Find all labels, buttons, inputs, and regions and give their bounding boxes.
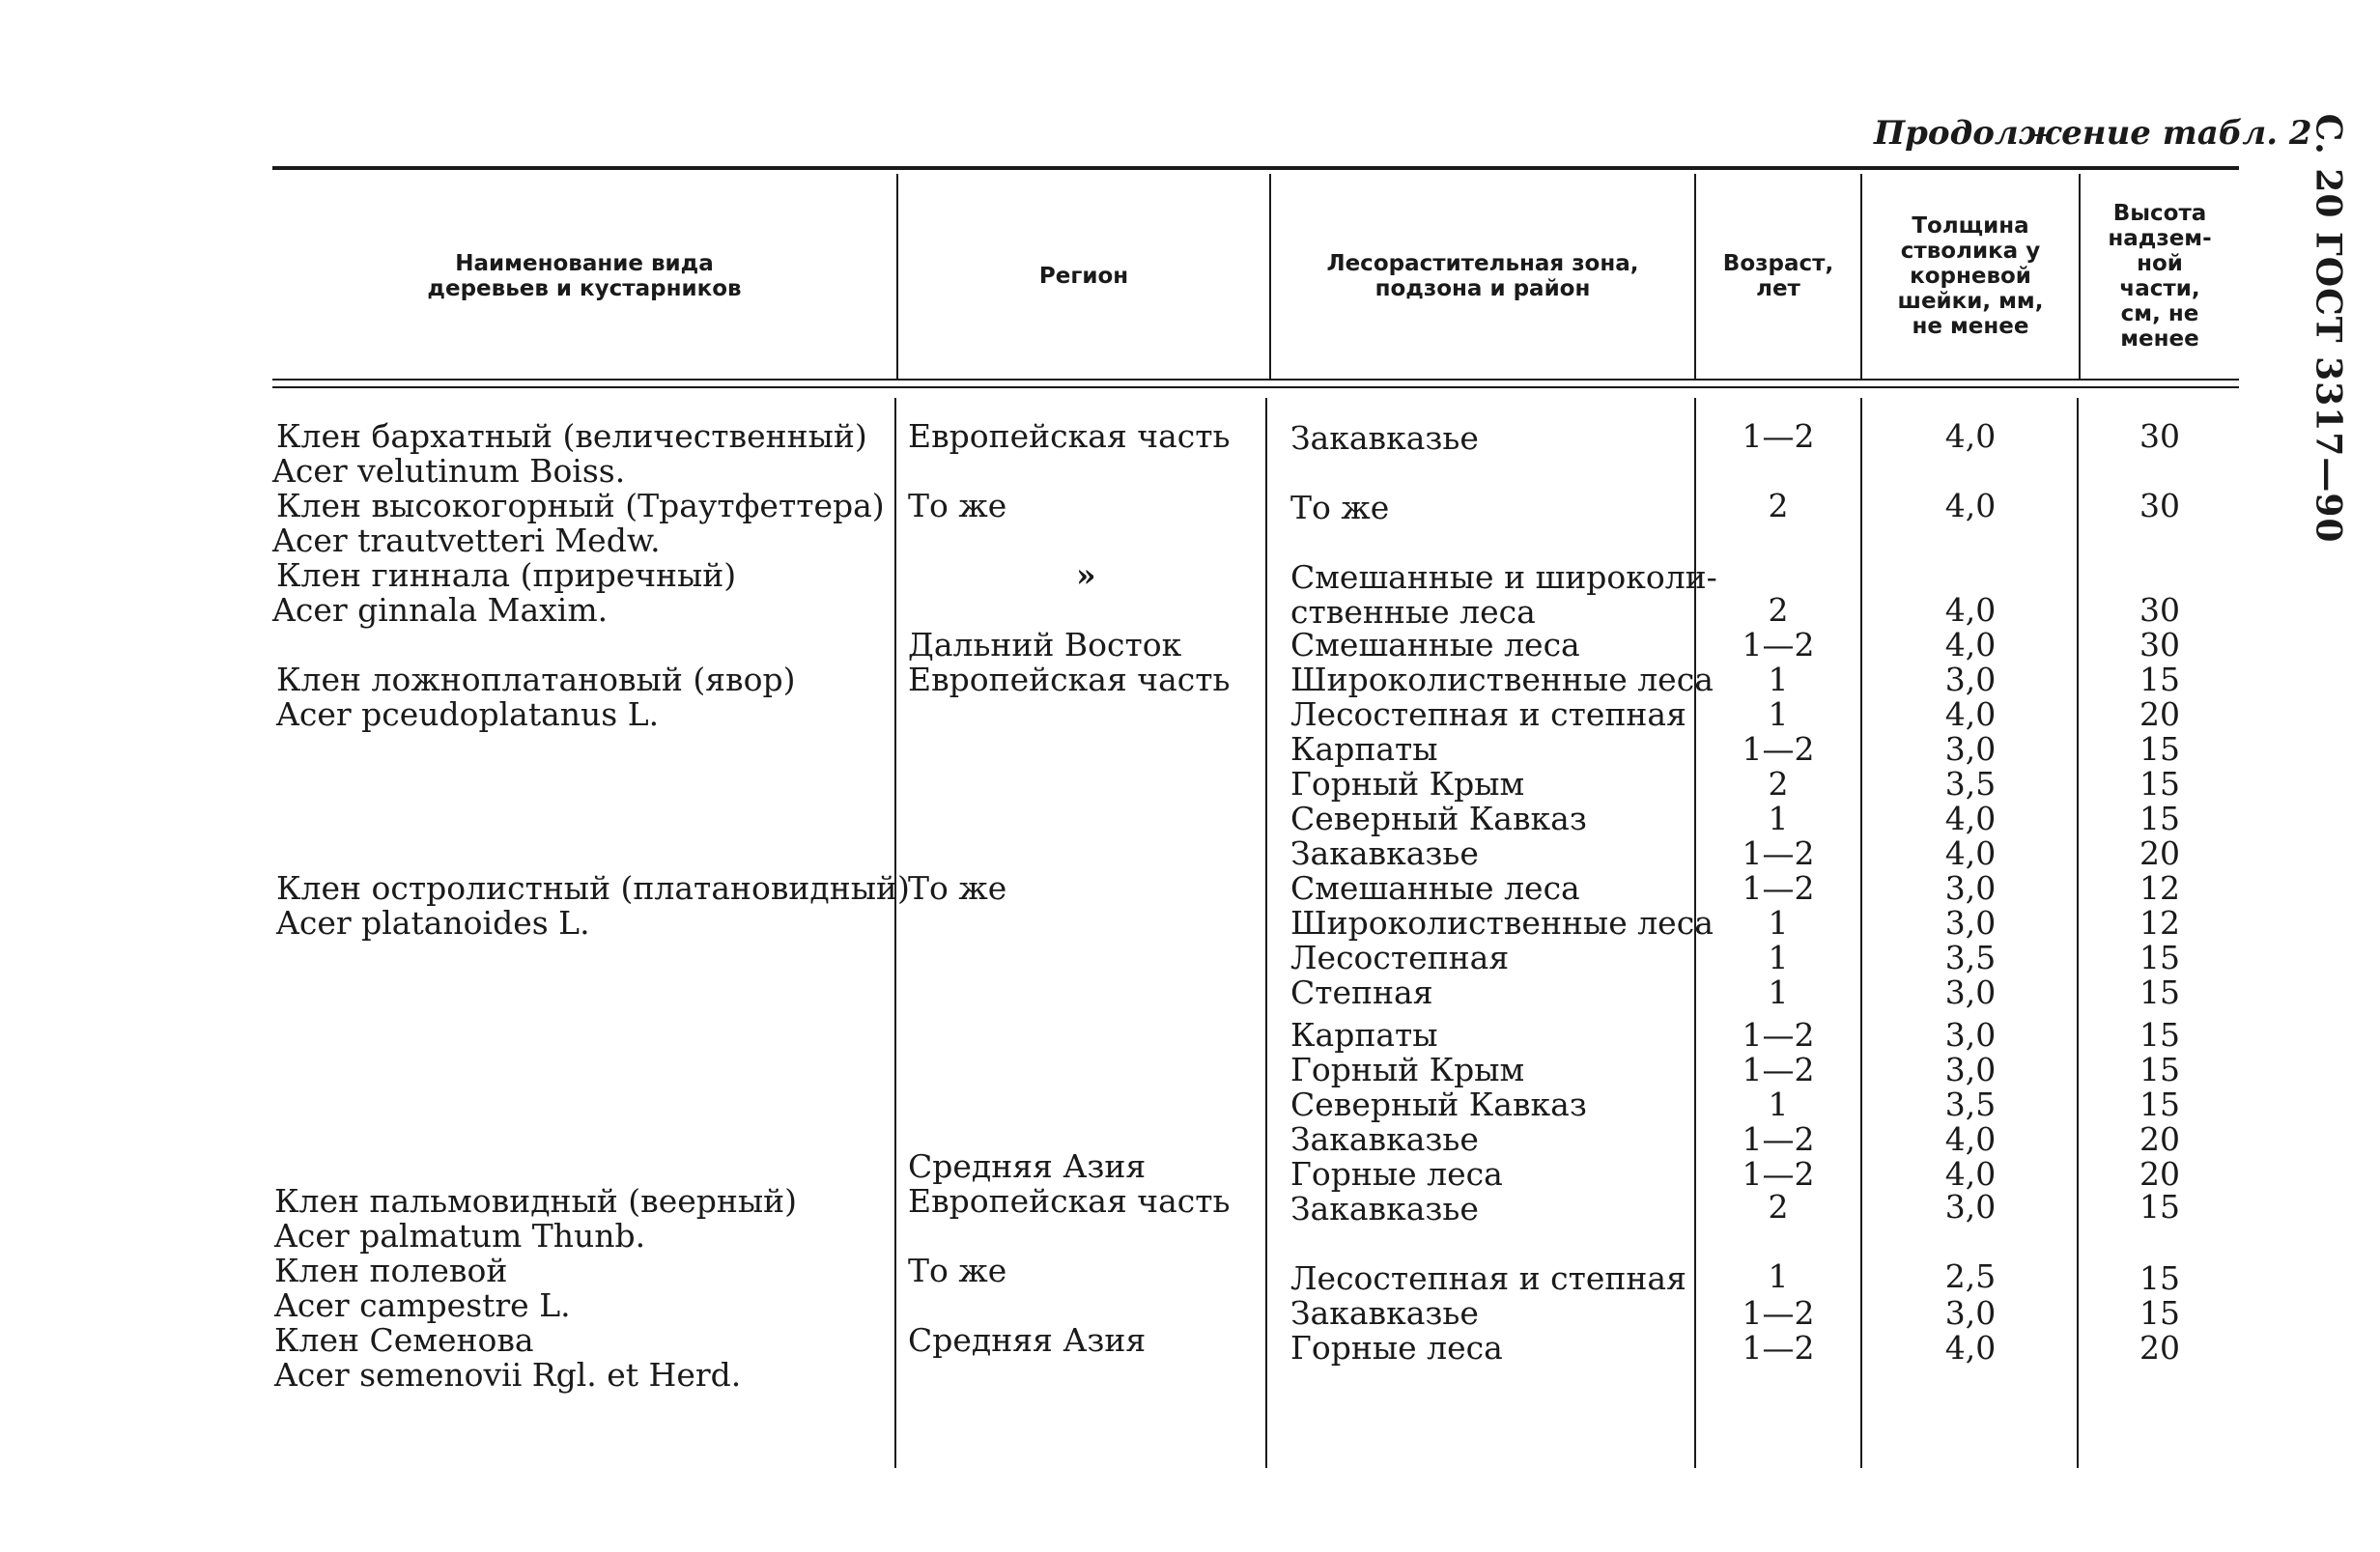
age-cell: 1—2 bbox=[1742, 730, 1815, 768]
body-divider bbox=[1265, 398, 1267, 1468]
region-cell: » bbox=[1076, 556, 1096, 594]
height-cell: 20 bbox=[2139, 695, 2180, 733]
zone-cell: Закавказье bbox=[1290, 1294, 1479, 1332]
page-side-header bbox=[2299, 113, 2357, 544]
age-cell: 1 bbox=[1768, 1257, 1789, 1295]
zone-cell: Лесостепная bbox=[1290, 939, 1510, 976]
thickness-cell: 3,0 bbox=[1944, 730, 1997, 768]
region-cell: То же bbox=[908, 487, 1007, 524]
region-cell: Европейская часть bbox=[908, 417, 1231, 455]
species-latin: Acer trautvetteri Medw. bbox=[272, 522, 661, 559]
thickness-cell: 4,0 bbox=[1944, 834, 1997, 872]
height-cell: 15 bbox=[2139, 1051, 2180, 1088]
age-cell: 1 bbox=[1768, 695, 1789, 733]
thickness-cell: 3,5 bbox=[1944, 939, 1997, 976]
species-name: Клен пальмовидный (веерный) bbox=[274, 1182, 798, 1220]
height-cell: 15 bbox=[2139, 1259, 2180, 1297]
height-cell: 15 bbox=[2139, 800, 2180, 837]
region-cell: То же bbox=[908, 869, 1007, 907]
zone-cell: Закавказье bbox=[1290, 834, 1479, 872]
age-cell: 1—2 bbox=[1742, 626, 1815, 663]
header-zone: Лесорастительная зона, подзона и район bbox=[1326, 251, 1639, 301]
zone-cell: Горные леса bbox=[1290, 1155, 1503, 1193]
thickness-cell: 3,5 bbox=[1944, 765, 1997, 803]
age-cell: 2 bbox=[1768, 591, 1789, 629]
height-cell: 15 bbox=[2139, 661, 2180, 698]
height-cell: 20 bbox=[2139, 834, 2180, 872]
height-cell: 15 bbox=[2139, 765, 2180, 803]
header-height: Высота надзем- ной части, см, не менее bbox=[2108, 201, 2212, 352]
zone-cell: Смешанные леса bbox=[1290, 869, 1580, 907]
species-latin: Acer ginnala Maxim. bbox=[272, 591, 609, 629]
species-name: Клен Семенова bbox=[274, 1321, 534, 1359]
thickness-cell: 4,0 bbox=[1944, 417, 1997, 455]
species-name: Клен полевой bbox=[274, 1252, 508, 1289]
zone-cell: Широколиственные леса bbox=[1290, 661, 1714, 698]
thickness-cell: 4,0 bbox=[1944, 1155, 1997, 1193]
age-cell: 1—2 bbox=[1742, 1329, 1815, 1367]
thickness-cell: 4,0 bbox=[1944, 487, 1997, 524]
zone-cell: Северный Кавказ bbox=[1290, 1086, 1587, 1123]
height-cell: 20 bbox=[2139, 1329, 2180, 1367]
thickness-cell: 3,0 bbox=[1944, 1294, 1997, 1332]
zone-cell: Степная bbox=[1290, 974, 1433, 1011]
zone-cell: Лесостепная и степная bbox=[1290, 1259, 1686, 1297]
region-cell: Средняя Азия bbox=[908, 1147, 1147, 1185]
table-top-rule bbox=[272, 166, 2239, 170]
thickness-cell: 4,0 bbox=[1944, 800, 1997, 837]
age-cell: 1—2 bbox=[1742, 869, 1815, 907]
zone-cell: Смешанные леса bbox=[1290, 626, 1580, 663]
species-latin: Acer semenovii Rgl. et Herd. bbox=[274, 1356, 742, 1394]
region-cell: Дальний Восток bbox=[908, 626, 1182, 663]
thickness-cell: 3,0 bbox=[1944, 1016, 1997, 1054]
thickness-cell: 4,0 bbox=[1944, 695, 1997, 733]
height-cell: 15 bbox=[2139, 939, 2180, 976]
zone-cell: Горный Крым bbox=[1290, 1051, 1525, 1088]
thickness-cell: 4,0 bbox=[1944, 1329, 1997, 1367]
age-cell: 1 bbox=[1768, 661, 1789, 698]
header-bottom-rule-2 bbox=[272, 386, 2239, 388]
thickness-cell: 4,0 bbox=[1944, 626, 1997, 663]
thickness-cell: 3,0 bbox=[1944, 974, 1997, 1011]
zone-cell: ственные леса bbox=[1290, 593, 1536, 631]
age-cell: 1 bbox=[1768, 904, 1789, 942]
height-cell: 30 bbox=[2139, 591, 2180, 629]
body-divider bbox=[894, 398, 896, 1468]
height-cell: 15 bbox=[2139, 1016, 2180, 1054]
header-name: Наименование вида деревьев и кустарников bbox=[427, 251, 742, 301]
height-cell: 15 bbox=[2139, 1188, 2180, 1226]
height-cell: 30 bbox=[2139, 417, 2180, 455]
thickness-cell: 3,0 bbox=[1944, 1051, 1997, 1088]
zone-cell: Лесостепная и степная bbox=[1290, 695, 1686, 733]
zone-cell: Горный Крым bbox=[1290, 765, 1525, 803]
species-latin: Acer palmatum Thunb. bbox=[274, 1217, 646, 1255]
zone-cell: Широколиственные леса bbox=[1290, 904, 1714, 942]
thickness-cell: 4,0 bbox=[1944, 591, 1997, 629]
header-bottom-rule bbox=[272, 379, 2239, 381]
age-cell: 1—2 bbox=[1742, 1120, 1815, 1158]
zone-cell: Горные леса bbox=[1290, 1329, 1503, 1367]
species-latin: Acer velutinum Boiss. bbox=[272, 452, 626, 490]
zone-cell: Смешанные и широколи- bbox=[1290, 558, 1717, 596]
age-cell: 2 bbox=[1768, 1188, 1789, 1226]
species-name: Клен высокогорный (Траутфеттера) bbox=[276, 487, 885, 524]
age-cell: 1—2 bbox=[1742, 1051, 1815, 1088]
age-cell: 1—2 bbox=[1742, 1155, 1815, 1193]
age-cell: 2 bbox=[1768, 765, 1789, 803]
height-cell: 15 bbox=[2139, 974, 2180, 1011]
thickness-cell: 3,0 bbox=[1944, 661, 1997, 698]
zone-cell: Закавказье bbox=[1290, 419, 1479, 457]
header-age: Возраст, лет bbox=[1722, 251, 1834, 301]
thickness-cell: 2,5 bbox=[1944, 1257, 1997, 1295]
thickness-cell: 3,0 bbox=[1944, 869, 1997, 907]
age-cell: 1—2 bbox=[1742, 834, 1815, 872]
height-cell: 15 bbox=[2139, 1086, 2180, 1123]
age-cell: 1 bbox=[1768, 939, 1789, 976]
species-name: Клен бархатный (величественный) bbox=[276, 417, 867, 455]
age-cell: 1 bbox=[1768, 974, 1789, 1011]
table-continuation-label: Продолжение табл. 2 bbox=[1874, 114, 2312, 153]
zone-cell: Закавказье bbox=[1290, 1190, 1479, 1227]
header-thickness: Толщина стволика у корневой шейки, мм, не менее bbox=[1897, 213, 2044, 339]
age-cell: 1—2 bbox=[1742, 1294, 1815, 1332]
age-cell: 1 bbox=[1768, 800, 1789, 837]
species-latin: Acer campestre L. bbox=[274, 1286, 571, 1324]
zone-cell: Закавказье bbox=[1290, 1120, 1479, 1158]
height-cell: 15 bbox=[2139, 1294, 2180, 1332]
age-cell: 1—2 bbox=[1742, 1016, 1815, 1054]
height-cell: 20 bbox=[2139, 1120, 2180, 1158]
region-cell: То же bbox=[908, 1252, 1007, 1289]
zone-cell: Карпаты bbox=[1290, 1016, 1438, 1054]
zone-cell: То же bbox=[1290, 489, 1390, 526]
region-cell: Европейская часть bbox=[908, 1182, 1231, 1220]
header-region: Регион bbox=[1038, 264, 1129, 289]
zone-cell: Северный Кавказ bbox=[1290, 800, 1587, 837]
side-header-text: С. 20 ГОСТ 3317—90 bbox=[2308, 113, 2348, 544]
species-name: Клен остролистный (платановидный) bbox=[276, 869, 910, 907]
thickness-cell: 3,0 bbox=[1944, 904, 1997, 942]
thickness-cell: 4,0 bbox=[1944, 1120, 1997, 1158]
thickness-cell: 3,5 bbox=[1944, 1086, 1997, 1123]
height-cell: 15 bbox=[2139, 730, 2180, 768]
species-name: Клен ложноплатановый (явор) bbox=[276, 661, 796, 698]
age-cell: 1—2 bbox=[1742, 417, 1815, 455]
height-cell: 20 bbox=[2139, 1155, 2180, 1193]
age-cell: 2 bbox=[1768, 487, 1789, 524]
height-cell: 12 bbox=[2139, 869, 2180, 907]
species-latin: Acer pceudoplatanus L. bbox=[276, 695, 660, 733]
height-cell: 12 bbox=[2139, 904, 2180, 942]
species-name: Клен гиннала (приречный) bbox=[276, 556, 737, 594]
zone-cell: Карпаты bbox=[1290, 730, 1438, 768]
region-cell: Средняя Азия bbox=[908, 1321, 1147, 1359]
thickness-cell: 3,0 bbox=[1944, 1188, 1997, 1226]
species-latin: Acer platanoides L. bbox=[276, 904, 590, 942]
height-cell: 30 bbox=[2139, 626, 2180, 663]
age-cell: 1 bbox=[1768, 1086, 1789, 1123]
region-cell: Европейская часть bbox=[908, 661, 1231, 698]
height-cell: 30 bbox=[2139, 487, 2180, 524]
